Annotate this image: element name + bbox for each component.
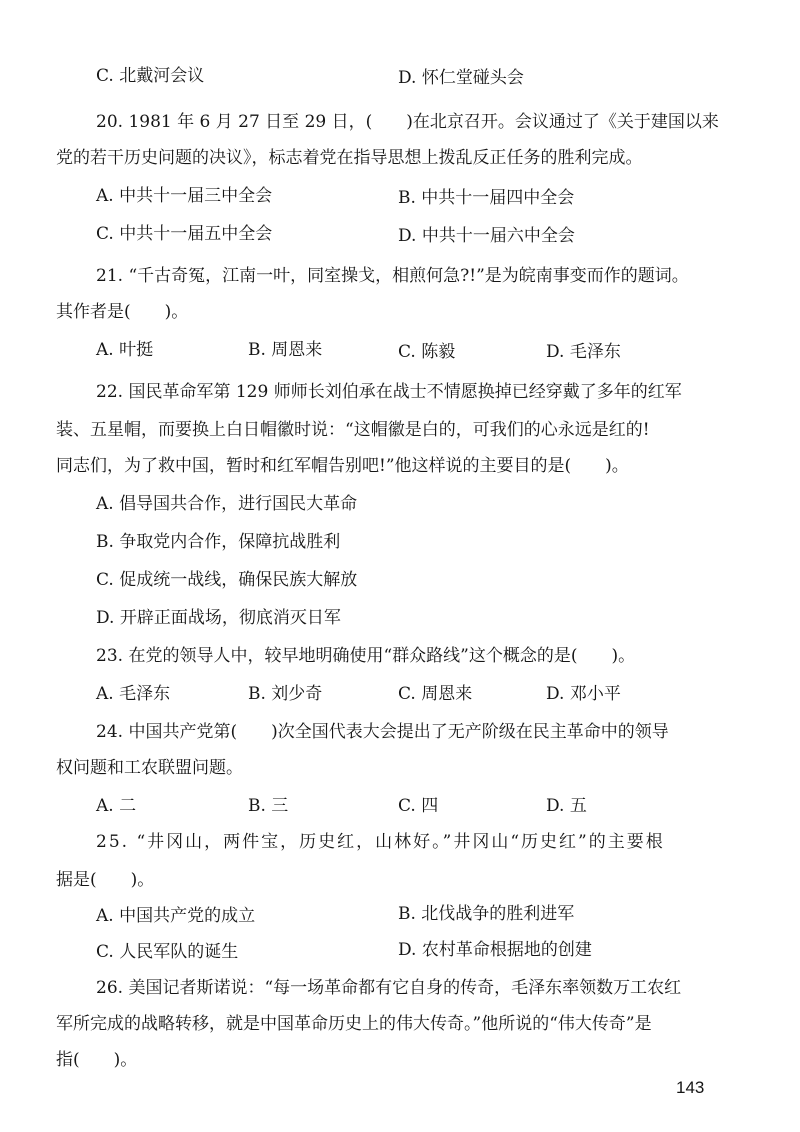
q20-option-c: C. 中共十一届五中全会 [96,224,273,244]
q22-stem-line1: 22. 国民革命军第 129 师师长刘伯承在战士不情愿换掉已经穿戴了多年的红军 [96,382,682,402]
q22-stem-line3: 同志们，为了救中国，暂时和红军帽告别吧!”他这样说的主要目的是( )。 [56,456,629,476]
q21-option-d: D. 毛泽东 [546,342,621,362]
q20-option-a: A. 中共十一届三中全会 [96,186,273,206]
q23-option-a: A. 毛泽东 [96,684,171,704]
q22-option-d: D. 开辟正面战场，彻底消灭日军 [96,608,341,628]
page-number: 143 [676,1078,705,1097]
q24-option-b: B. 三 [248,796,289,816]
q25-stem-line1: 25. “井冈山，两件宝，历史红，山林好。”井冈山“历史红”的主要根 [96,832,665,852]
q25-stem-line2: 据是( )。 [56,870,155,890]
q20-option-d: D. 中共十一届六中全会 [398,226,575,246]
q20-stem-line2: 党的若干历史问题的决议》，标志着党在指导思想上拨乱反正任务的胜利完成。 [56,148,643,168]
q22-stem-line2: 装、五星帽，而要换上白日帽徽时说：“这帽徽是白的，可我们的心永远是红的! [56,420,650,440]
q22-option-b: B. 争取党内合作，保障抗战胜利 [96,532,341,552]
q21-option-a: A. 叶挺 [96,340,154,360]
q24-stem-line1: 24. 中国共产党第( )次全国代表大会提出了无产阶级在民主革命中的领导 [96,722,669,742]
q24-option-a: A. 二 [96,796,137,816]
q25-option-d: D. 农村革命根据地的创建 [398,940,592,960]
q22-option-a: A. 倡导国共合作，进行国民大革命 [96,494,358,514]
q23-option-d: D. 邓小平 [546,684,621,704]
q21-stem-line2: 其作者是( )。 [56,302,189,322]
q25-option-a: A. 中国共产党的成立 [96,906,256,926]
q21-stem-line1: 21. “千古奇冤，江南一叶，同室操戈，相煎何急?!”是为皖南事变而作的题词。 [96,266,689,286]
q20-stem-line1: 20. 1981 年 6 月 27 日至 29 日，( )在北京召开。会议通过了《关于建国以来 [96,112,719,132]
q23-stem-line1: 23. 在党的领导人中，较早地明确使用“群众路线”这个概念的是( )。 [96,646,636,666]
q26-stem-line2: 军所完成的战略转移，就是中国革命历史上的伟大传奇。”他所说的“伟大传奇”是 [56,1014,652,1034]
q23-option-c: C. 周恩来 [398,684,473,704]
q20-option-b: B. 中共十一届四中全会 [398,188,575,208]
q26-stem-line3: 指( )。 [56,1050,138,1070]
q24-option-d: D. 五 [546,796,587,816]
q19-option-c: C. 北戴河会议 [96,66,205,86]
q26-stem-line1: 26. 美国记者斯诺说：“每一场革命都有它自身的传奇，毛泽东率领数万工农红 [96,978,682,998]
q23-option-b: B. 刘少奇 [248,684,323,704]
q19-option-d: D. 怀仁堂碰头会 [398,68,524,88]
q21-option-b: B. 周恩来 [248,340,323,360]
q24-option-c: C. 四 [398,796,439,816]
q25-option-b: B. 北伐战争的胜利进军 [398,904,575,924]
q25-option-c: C. 人民军队的诞生 [96,942,239,962]
q21-option-c: C. 陈毅 [398,342,456,362]
q22-option-c: C. 促成统一战线，确保民族大解放 [96,570,358,590]
q24-stem-line2: 权问题和工农联盟问题。 [56,758,243,778]
